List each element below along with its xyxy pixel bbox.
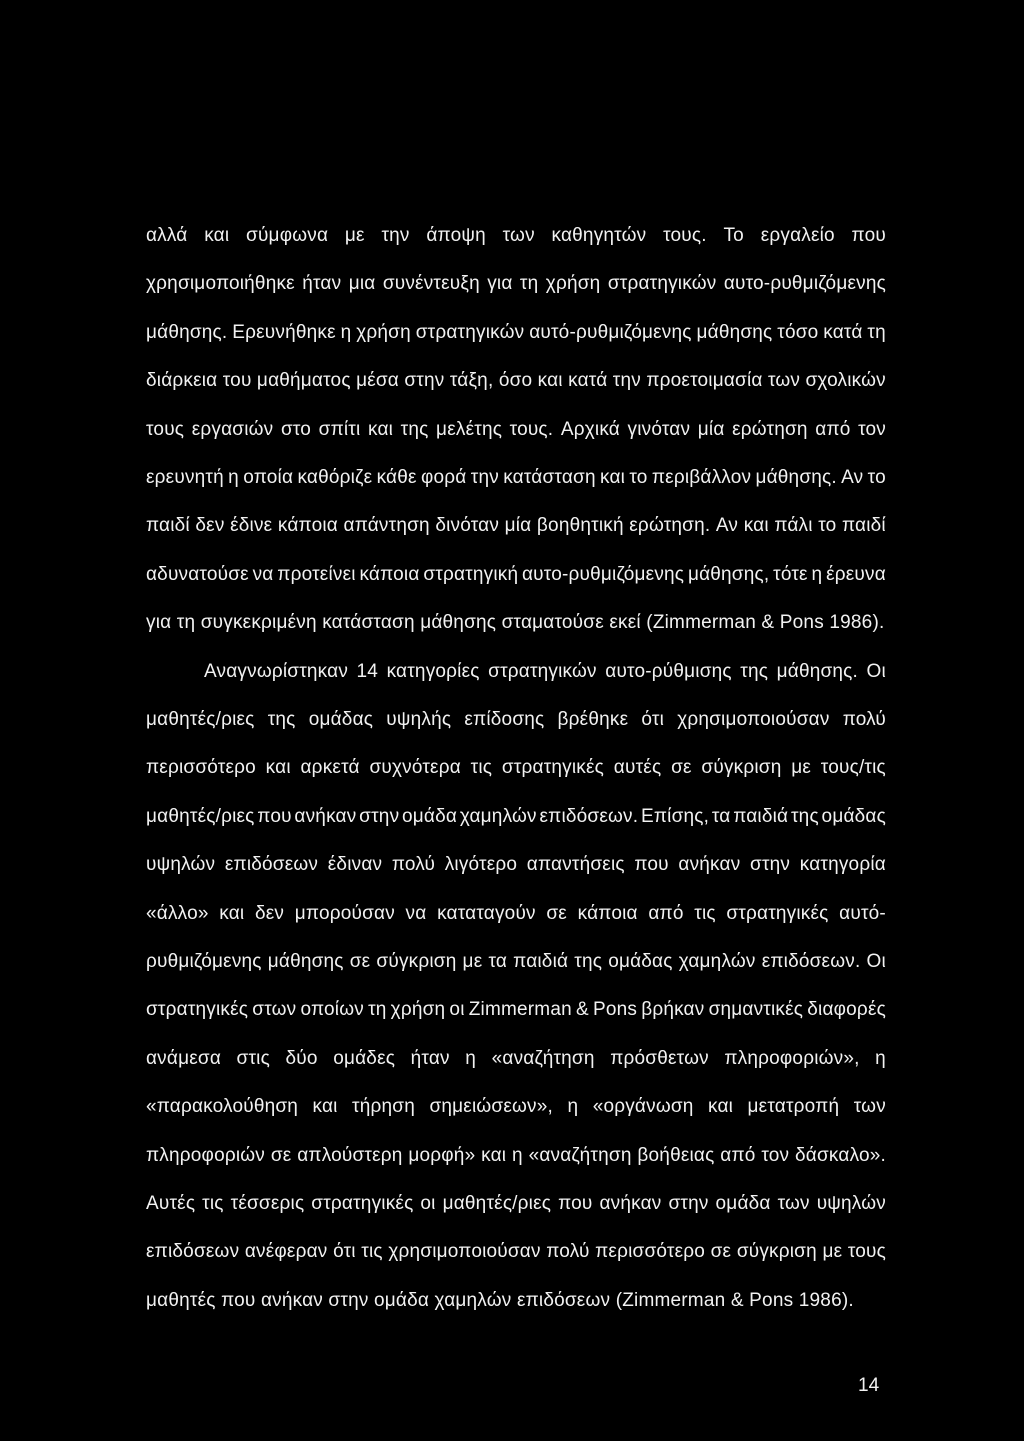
text-line: ρυθμιζόμενης μάθησης σε σύγκριση με τα παιδιά της ομάδας χαμηλών επιδόσεων. Οι — [146, 951, 886, 972]
text-line: επιδόσεων ανέφεραν ότι τις χρησιμοποιούσαν πολύ περισσότερο σε σύγκριση με τους — [146, 1241, 886, 1262]
text-line: «άλλο» και δεν μπορούσαν να καταταγούν σε κάποια από τις στρατηγικές αυτό- — [146, 903, 886, 924]
text-line: για τη συγκεκριμένη κατάσταση μάθησης σταματούσε εκεί (Zimmerman & Pons 1986). — [146, 612, 885, 633]
text-line: διάρκεια του μαθήματος μέσα στην τάξη, όσο και κατά την προετοιμασία των σχολικών — [146, 370, 886, 391]
text-line: περισσότερο και αρκετά συχνότερα τις στρατηγικές αυτές σε σύγκριση με τους/τις — [146, 757, 886, 778]
text-line: αλλά και σύμφωνα με την άποψη των καθηγητών τους. Το εργαλείο που — [146, 225, 886, 246]
text-line: μαθητές/ριες της ομάδας υψηλής επίδοσης βρέθηκε ότι χρησιμοποιούσαν πολύ — [146, 709, 886, 730]
text-line: χρησιμοποιήθηκε ήταν μια συνέντευξη για τη χρήση στρατηγικών αυτο-ρυθμιζόμενης — [146, 273, 886, 294]
text-line: μαθητές/ριες που ανήκαν στην ομάδα χαμηλών επιδόσεων. Επίσης, τα παιδιά της ομάδας — [146, 806, 886, 827]
text-line: «παρακολούθηση και τήρηση σημειώσεων», η «οργάνωση και μετατροπή των — [146, 1096, 886, 1117]
text-line: πληροφοριών σε απλούστερη μορφή» και η «αναζήτηση βοήθειας από τον δάσκαλο». — [146, 1145, 886, 1166]
text-line: αδυνατούσε να προτείνει κάποια στρατηγική αυτο-ρυθμιζόμενης μάθησης, τότε η έρευνα — [146, 564, 886, 585]
text-line: παιδί δεν έδινε κάποια απάντηση δινόταν μία βοηθητική ερώτηση. Αν και πάλι το παιδί — [146, 515, 886, 536]
text-line: στρατηγικές στων οποίων τη χρήση οι Zimmerman & Pons βρήκαν σημαντικές διαφορές — [146, 999, 886, 1020]
text-line: ερευνητή η οποία καθόριζε κάθε φορά την κατάσταση και το περιβάλλον μάθησης. Αν το — [146, 467, 886, 488]
text-line: Αναγνωρίστηκαν 14 κατηγορίες στρατηγικών αυτο-ρύθμισης της μάθησης. Οι — [204, 661, 886, 682]
text-line: μάθησης. Ερευνήθηκε η χρήση στρατηγικών αυτό-ρυθμιζόμενης μάθησης τόσο κατά τη — [146, 322, 886, 343]
page-number: 14 — [858, 1375, 880, 1396]
text-line: υψηλών επιδόσεων έδιναν πολύ λιγότερο απαντήσεις που ανήκαν στην κατηγορία — [146, 854, 886, 875]
text-line: τους εργασιών στο σπίτι και της μελέτης τους. Αρχικά γινόταν μία ερώτηση από τον — [146, 419, 886, 440]
text-line: ανάμεσα στις δύο ομάδες ήταν η «αναζήτηση πρόσθετων πληροφοριών», η — [146, 1048, 886, 1069]
text-line: Αυτές τις τέσσερις στρατηγικές οι μαθητές/ριες που ανήκαν στην ομάδα των υψηλών — [146, 1193, 886, 1214]
text-line: μαθητές που ανήκαν στην ομάδα χαμηλών επιδόσεων (Zimmerman & Pons 1986). — [146, 1290, 854, 1311]
